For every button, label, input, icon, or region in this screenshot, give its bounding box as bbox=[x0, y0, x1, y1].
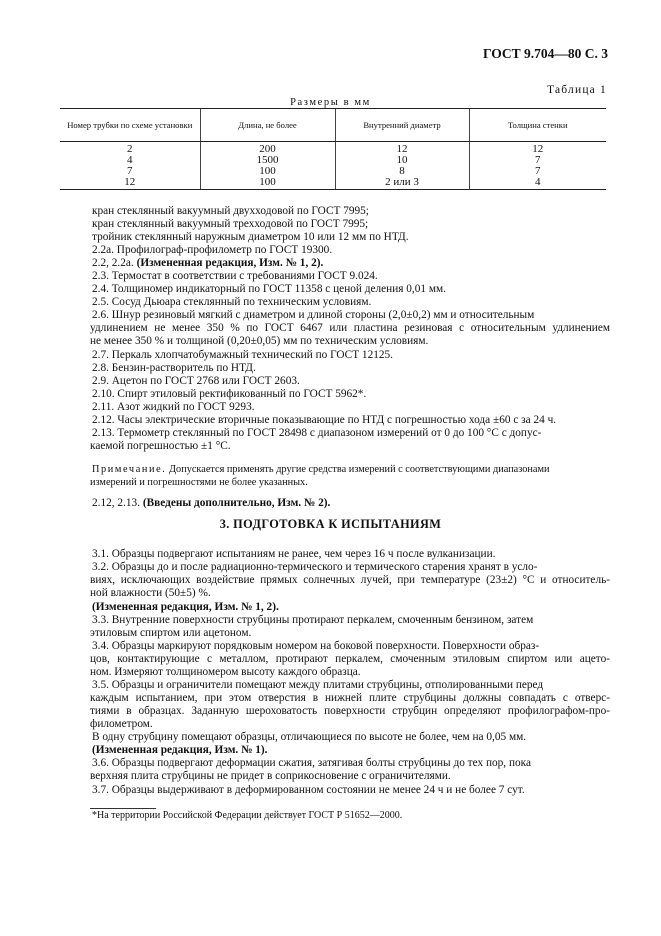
item-line: 2.3. Термостат в соответствии с требованиями ГОСТ 9.024. bbox=[92, 270, 378, 282]
item-line: 2.10. Спирт этиловый ректификованный по ГОСТ 5962*. bbox=[92, 388, 367, 400]
table-cell: 2 или 3 bbox=[335, 177, 469, 190]
note-line: измерений и погрешностями не более указанных. bbox=[90, 477, 308, 488]
item-line: каемой погрешностью ±1 °С. bbox=[90, 440, 231, 452]
item-line: 2.5. Сосуд Дьюара стеклянный по техническим условиям. bbox=[92, 296, 372, 308]
item-line: 2.13. Термометр стеклянный по ГОСТ 28498 с диапазоном измерений от 0 до 100 °С с допус- bbox=[92, 427, 542, 439]
table-cell: 200 bbox=[200, 142, 335, 156]
paragraph-line: каждым испытанием, при этом отверстия в нижней плите струбцины должны совпадать с отверс- bbox=[90, 692, 610, 704]
item-line: 2.11. Азот жидкий по ГОСТ 9293. bbox=[92, 401, 255, 413]
item-line: 2.4. Толщиномер индикаторный по ГОСТ 11358 с ценой деления 0,01 мм. bbox=[92, 283, 447, 295]
table-cell: 7 bbox=[127, 165, 133, 177]
amendment-ref: 2.12, 2.13. bbox=[92, 497, 141, 509]
table-cell: 7 bbox=[469, 166, 606, 177]
item-line: кран стеклянный вакуумный двухходовой по ГОСТ 7995; bbox=[92, 205, 369, 217]
amendment-ref: 2.2, 2.2а. bbox=[92, 257, 134, 269]
footnote: *На территории Российской Федерации действует ГОСТ Р 51652—2000. bbox=[92, 810, 403, 821]
table-row bbox=[60, 155, 606, 166]
column-header-tube-number: Номер трубки по схеме установки bbox=[60, 109, 200, 142]
table-row bbox=[60, 166, 606, 177]
paragraph-line: 3.7. Образцы выдерживают в деформированном состоянии не менее 24 ч и не более 7 сут. bbox=[92, 784, 525, 796]
table-cell: 7 bbox=[469, 155, 606, 166]
paragraph-line: 3.2. Образцы до и после радиационно-термического и термического старения хранят в усло- bbox=[92, 561, 538, 573]
note-text: Допускается применять другие средства измерений с соответствующими диапазонами bbox=[166, 464, 550, 475]
table-header-row bbox=[60, 109, 606, 142]
paragraph-line: ной влажности (50±5) %. bbox=[90, 587, 211, 599]
paragraph-line: 3.5. Образцы и ограничители помещают между плитами струбцины, отполированными перед bbox=[92, 679, 544, 691]
column-header-wall-thickness: Толщина стенки bbox=[469, 109, 606, 142]
table-cell: 100 bbox=[200, 166, 335, 177]
table-units: Размеры в мм bbox=[290, 97, 371, 108]
table-cell: 12 bbox=[335, 142, 469, 156]
table-cell: 2 bbox=[127, 143, 133, 155]
table-cell: 12 bbox=[60, 177, 200, 190]
section-title: 3. ПОДГОТОВКА К ИСПЫТАНИЯМ bbox=[219, 517, 442, 531]
column-header-length: Длина, не более bbox=[200, 109, 335, 142]
table-caption: Таблица 1 bbox=[547, 84, 607, 96]
amendment-line bbox=[92, 744, 610, 757]
column-header-inner-diameter: Внутренний диаметр bbox=[335, 109, 469, 142]
item-line: 2.9. Ацетон по ГОСТ 2768 или ГОСТ 2603. bbox=[92, 375, 300, 387]
item-line: тройник стеклянный наружным диаметром 10 или 12 мм по НТД. bbox=[92, 231, 409, 243]
paragraph-line: 3.6. Образцы подвергают деформации сжатия, затягивая болты струбцины до тех пор, пока bbox=[92, 757, 531, 769]
paragraph-line: 3.1. Образцы подвергают испытаниям не ранее, чем через 16 ч после вулканизации. bbox=[92, 548, 496, 560]
table-cell: 4 bbox=[469, 177, 606, 190]
table-cell: 4 bbox=[127, 154, 133, 166]
note-line bbox=[92, 463, 610, 476]
table-cell: 8 bbox=[335, 166, 469, 177]
table-row bbox=[60, 142, 606, 156]
amendment-note: (Измененная редакция, Изм. № 1). bbox=[92, 744, 268, 756]
table-cell: 1500 bbox=[200, 155, 335, 166]
item-line: 2.7. Перкаль хлопчатобумажный технический по ГОСТ 12125. bbox=[92, 349, 393, 361]
amendment-line bbox=[92, 497, 610, 510]
paragraph-line: этиловым спиртом или ацетоном. bbox=[90, 627, 252, 639]
paragraph-line: 3.3. Внутренние поверхности струбцины протирают перкалем, смоченным бензином, затем bbox=[92, 614, 534, 626]
amendment-line bbox=[92, 257, 610, 270]
item-line: 2.6. Шнур резиновый мягкий с диаметром и длиной стороны (2,0±0,2) мм и относительным bbox=[92, 309, 535, 321]
item-line: удлинением не менее 350 % по ГОСТ 6467 или пластина резиновая с относительным удлинением bbox=[90, 322, 610, 334]
item-line: 2.2а. Профилограф-профилометр по ГОСТ 19300. bbox=[92, 244, 333, 256]
page-header: ГОСТ 9.704—80 С. 3 bbox=[482, 46, 608, 61]
note-label: Примечание. bbox=[92, 464, 167, 475]
paragraph-line: тиями в образцах. Заданную шероховатость поверхности струбцин определяют профилографом-про- bbox=[90, 705, 610, 717]
amendment-note: (Измененная редакция, Изм. № 1, 2). bbox=[92, 601, 279, 613]
item-line: 2.8. Бензин-растворитель по НТД. bbox=[92, 362, 256, 374]
paragraph-line: верхняя плита струбцины не придет в соприкосновение с ограничителями. bbox=[90, 770, 451, 782]
item-line: не менее 350 % и толщиной (0,20±0,05) мм по техническим условиям. bbox=[90, 335, 429, 347]
paragraph-line: цов, контактирующие с металлом, протирают перкалем, смоченным этиловым спиртом или ацето- bbox=[90, 653, 610, 665]
amendment-note: (Измененная редакция, Изм. № 1, 2). bbox=[136, 257, 324, 269]
table-row bbox=[60, 177, 606, 190]
paragraph-line: В одну струбцину помещают образцы, отличающиеся по высоте не более, чем на 0,05 мм. bbox=[92, 731, 527, 743]
paragraph-line: виях, исключающих воздействие прямых солнечных лучей, при температуре (23±2) °С и относитель- bbox=[90, 574, 610, 586]
item-line: кран стеклянный вакуумный трехходовой по ГОСТ 7995; bbox=[92, 218, 369, 230]
item-line: 2.12. Часы электрические вторичные показывающие по НТД с погрешностью хода ±60 с за 24 ч. bbox=[92, 414, 557, 426]
table-cell: 100 bbox=[200, 177, 335, 190]
paragraph-line: филометром. bbox=[90, 718, 153, 730]
amendment-note: (Введены дополнительно, Изм. № 2). bbox=[142, 497, 331, 509]
amendment-line bbox=[92, 601, 610, 614]
paragraph-line: ном. Измеряют толщиномером высоту каждого образца. bbox=[90, 666, 361, 678]
footnote-divider bbox=[90, 808, 156, 809]
table-cell: 12 bbox=[469, 142, 606, 156]
dimensions-table bbox=[60, 108, 606, 190]
table-cell: 10 bbox=[335, 155, 469, 166]
paragraph-line: 3.4. Образцы маркируют порядковым номером на боковой поверхности. Поверхности образ- bbox=[92, 640, 540, 652]
